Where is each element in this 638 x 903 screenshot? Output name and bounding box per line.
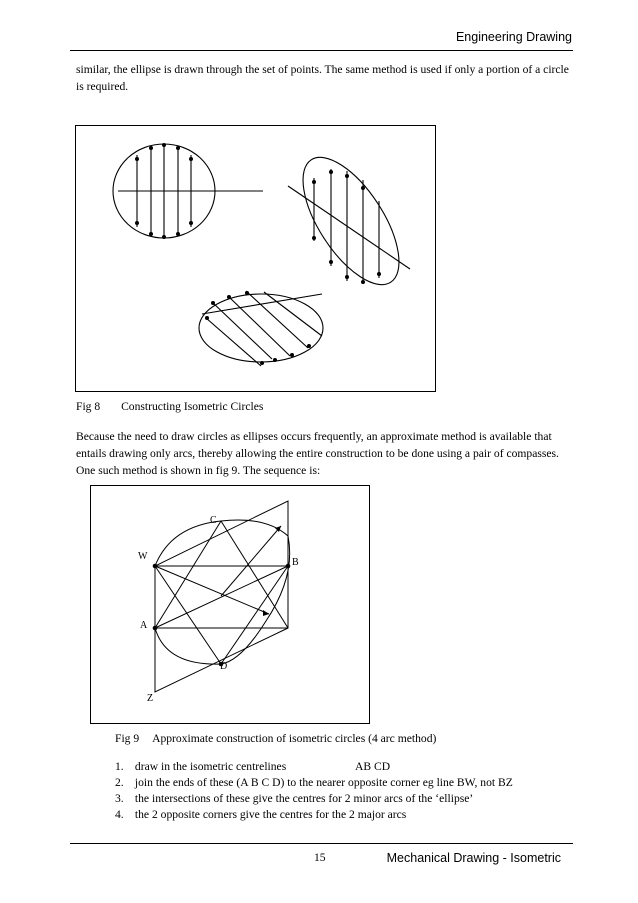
figure-8-caption <box>76 400 263 413</box>
footer-rule <box>70 843 573 844</box>
step-text: the 2 opposite corners give the centres for the 2 major arcs <box>134 808 407 821</box>
fig9-ellipse <box>155 520 290 664</box>
figure-9-drawing <box>91 486 369 723</box>
intro-paragraph: similar, the ellipse is drawn through the set of points. The same method is used if only a portion of a circle is required. <box>76 63 569 93</box>
figure-8-drawing <box>76 126 435 391</box>
figure-8-caption-text: Constructing Isometric Circles <box>121 400 264 413</box>
step-text: join the ends of these (A B C D) to the nearer opposite corner eg line BW, not BZ <box>134 776 513 789</box>
figure-8 <box>75 125 436 392</box>
fig8-diagonal-centreline <box>288 186 410 269</box>
step-number: 2. <box>115 776 124 789</box>
fig9-label-w: W <box>138 551 148 562</box>
list-item <box>115 792 473 805</box>
fig9-label-c: C <box>210 515 217 526</box>
body-paragraph: Because the need to draw circles as ellipses occurs frequently, an approximate method is available that entails drawing only arcs, thereby allowing the entire construction to be done using a pair of compasses. One such method is shown in fig 9. The sequence is: <box>76 430 559 477</box>
fig9-label-d: D <box>220 661 228 672</box>
figure-8-caption-number: Fig 8 <box>76 400 101 413</box>
header-rule <box>70 50 573 51</box>
steps-list <box>115 760 575 830</box>
step-extra: AB CD <box>355 760 391 773</box>
step-number: 3. <box>115 792 124 805</box>
figure-9-caption-number: Fig 9 <box>115 732 140 745</box>
figure-9-caption <box>115 732 436 745</box>
figure-9 <box>90 485 370 724</box>
fig9-label-a: A <box>140 620 148 631</box>
step-number: 1. <box>115 760 124 773</box>
footer-section-title: Mechanical Drawing - Isometric <box>386 851 561 865</box>
step-number: 4. <box>115 808 124 821</box>
fig8-ellipse-right <box>284 142 417 299</box>
list-item <box>115 776 513 789</box>
page-number: 15 <box>314 851 326 864</box>
list-item <box>115 760 391 773</box>
figure-9-caption-text: Approximate construction of isometric circles (4 arc method) <box>152 732 437 745</box>
fig9-label-z: Z <box>147 693 154 704</box>
fig9-label-b: B <box>292 557 299 568</box>
list-item <box>115 808 406 821</box>
step-text: the intersections of these give the centres for 2 minor arcs of the ‘ellipse’ <box>134 792 474 805</box>
step-text: draw in the isometric centrelines <box>134 760 287 773</box>
header-title: Engineering Drawing <box>455 30 572 44</box>
